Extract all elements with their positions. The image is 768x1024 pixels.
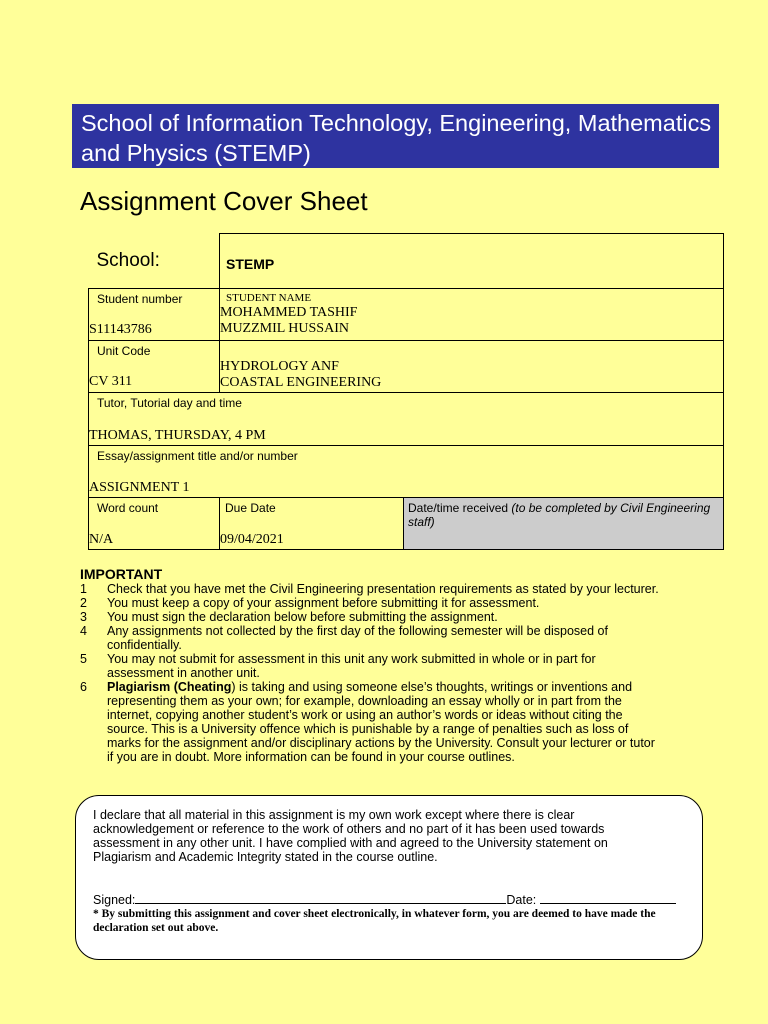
banner-title: School of Information Technology, Engineering, Mathematics and Physics (STEMP)	[81, 110, 712, 166]
received-note: (to be completed by Civil Engineering staff)	[408, 501, 711, 529]
received-field	[404, 498, 724, 550]
item-number: 3	[80, 610, 87, 624]
received-label-block	[404, 498, 723, 529]
declaration-box	[75, 795, 703, 960]
list-item	[80, 582, 660, 596]
plagiarism-term: Plagiarism (Cheating	[107, 680, 232, 694]
item-text: You may not submit for assessment in this unit any work submitted in whole or in part for assessment in another unit.	[107, 652, 596, 680]
tutor-value: THOMAS, THURSDAY, 4 PM	[89, 428, 266, 443]
student-name-label: STUDENT NAME	[226, 292, 312, 304]
list-item	[80, 610, 660, 624]
school-label-cell	[89, 234, 220, 289]
school-value: STEMP	[226, 256, 275, 272]
unit-code-value: CV 311	[89, 374, 133, 389]
unit-name-line2: COASTAL ENGINEERING	[220, 375, 382, 390]
due-date-value: 09/04/2021	[220, 532, 284, 547]
list-item	[80, 680, 660, 764]
page-title: Assignment Cover Sheet	[80, 186, 368, 216]
date-line[interactable]	[540, 892, 676, 904]
tutor-label: Tutor, Tutorial day and time	[97, 396, 242, 410]
unit-code-label: Unit Code	[97, 344, 151, 358]
cover-sheet-form	[88, 233, 724, 550]
important-list	[80, 582, 660, 764]
unit-name-field[interactable]	[220, 341, 724, 393]
item-text: Check that you have met the Civil Engineering presentation requirements as stated by your lecturer.	[107, 582, 659, 596]
item-text: ) is taking and using someone else’s thoughts, writings or inventions and representing them as your own; for example, downloading an essay wholly or in part from the internet, copying another student’s work or using an author’s words or ideas without citing the source. This is a University offence which is punishable by a range of penalties such as loss of marks for the assignment and/or disciplinary actions by the University. Consult your lecturer or tutor if you are in doubt. More information can be found in your course outlines.	[107, 680, 655, 764]
word-count-value: N/A	[89, 532, 114, 547]
student-name-line1: MOHAMMED TASHIF	[220, 305, 358, 320]
student-number-field[interactable]	[89, 289, 220, 341]
student-number-label: Student number	[97, 292, 183, 306]
important-heading: IMPORTANT	[80, 566, 163, 582]
declaration-note: * By submitting this assignment and cover sheet electronically, in whatever form, you are deemed to have made the declaration set out above.	[93, 908, 656, 934]
school-field[interactable]	[220, 234, 724, 289]
list-item	[80, 624, 660, 652]
student-number-value: S11143786	[89, 322, 152, 337]
item-number: 1	[80, 582, 87, 596]
received-label: Date/time received	[408, 501, 509, 515]
unit-code-field[interactable]	[89, 341, 220, 393]
date-label: Date:	[506, 893, 537, 907]
student-name-line2: MUZZMIL HUSSAIN	[220, 321, 349, 336]
unit-name-line1: HYDROLOGY ANF	[220, 359, 339, 374]
list-item	[80, 652, 660, 680]
list-item	[80, 596, 660, 610]
signed-label: Signed:	[93, 893, 136, 907]
word-count-field[interactable]	[89, 498, 220, 550]
signature-row	[93, 892, 676, 907]
essay-label: Essay/assignment title and/or number	[97, 449, 298, 463]
signature-line[interactable]	[135, 892, 506, 904]
declaration-text: I declare that all material in this assignment is my own work except where there is clear acknowledgement or reference to the work of others and no part of it has been used towards assessment in any other unit. I have complied with and agreed to the University statement on Plagiarism and Academic Integrity stated in the course outline.	[93, 808, 608, 864]
item-number: 6	[80, 680, 87, 694]
student-name-field[interactable]	[220, 289, 724, 341]
school-banner	[72, 104, 719, 168]
due-date-label: Due Date	[225, 501, 276, 515]
item-text: You must keep a copy of your assignment before submitting it for assessment.	[107, 596, 540, 610]
word-count-label: Word count	[97, 501, 159, 515]
item-number: 4	[80, 624, 87, 638]
school-label: School:	[96, 249, 160, 271]
due-date-field[interactable]	[220, 498, 404, 550]
tutor-field[interactable]	[89, 393, 724, 446]
essay-field[interactable]	[89, 446, 724, 498]
item-number: 5	[80, 652, 87, 666]
item-text: Any assignments not collected by the first day of the following semester will be disposed of confidentially.	[107, 624, 608, 652]
essay-value: ASSIGNMENT 1	[89, 480, 190, 495]
item-text: You must sign the declaration below before submitting the assignment.	[107, 610, 498, 624]
item-number: 2	[80, 596, 87, 610]
